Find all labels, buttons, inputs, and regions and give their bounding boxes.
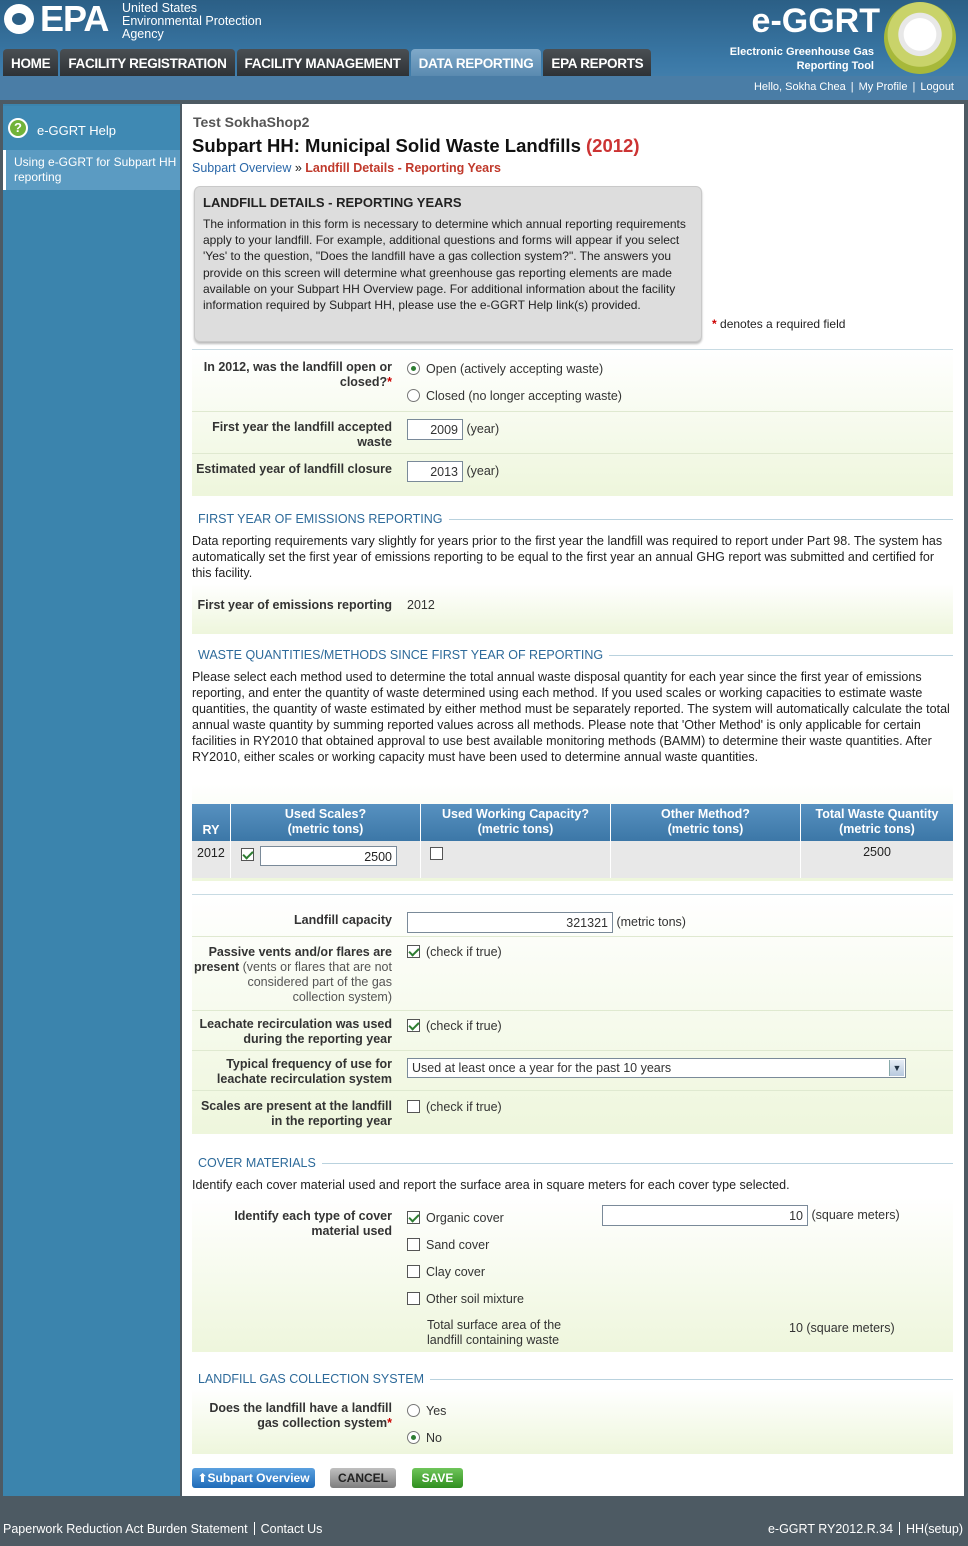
- first-year-input[interactable]: 2009: [407, 419, 463, 440]
- clay-cover-label: Clay cover: [426, 1265, 486, 1279]
- other-soil-checkbox[interactable]: [407, 1292, 420, 1305]
- th-working-capacity: [421, 804, 611, 841]
- cell-working-capacity: [421, 841, 611, 878]
- sidebar: [3, 104, 180, 1496]
- eggrt-sub-line: Reporting Tool: [796, 60, 874, 72]
- emissions-year-label: First year of emissions reporting: [197, 598, 392, 612]
- th-other-method-title: Other Method?: [661, 807, 750, 821]
- emissions-heading-text: FIRST YEAR OF EMISSIONS REPORTING: [192, 512, 449, 526]
- status-open-radio[interactable]: [407, 362, 420, 375]
- organic-cover-area: [602, 1205, 900, 1226]
- emissions-year-value: 2012: [407, 598, 435, 612]
- logout-link[interactable]: Logout: [920, 81, 954, 93]
- th-total-waste-unit: (metric tons): [839, 822, 915, 836]
- gas-no-label: No: [426, 1431, 442, 1445]
- help-header: [3, 106, 180, 150]
- egret-bird-icon: [884, 2, 956, 74]
- subpart-overview-label: Subpart Overview: [207, 1471, 310, 1485]
- clay-cover-option[interactable]: [407, 1265, 485, 1279]
- sand-cover-label: Sand cover: [426, 1238, 490, 1252]
- status-closed-label: Closed (no longer accepting waste): [426, 389, 622, 403]
- scales-row: [192, 1091, 953, 1135]
- passive-vents-hint: (check if true): [426, 945, 502, 959]
- user-links: Hello, Sokha Chea | My Profile | Logout: [753, 81, 954, 93]
- epa-logo[interactable]: [4, 2, 284, 42]
- used-scales-checkbox[interactable]: [241, 848, 254, 861]
- sidebar-help-link[interactable]: Using e-GGRT for Subpart HH reporting: [3, 150, 180, 190]
- organic-cover-unit: (square meters): [811, 1207, 900, 1222]
- leachate-row: [192, 1011, 953, 1051]
- waste-section-heading: [192, 648, 953, 662]
- cover-text: Identify each cover material used and report the surface area in square meters for each cover type selected.: [192, 1178, 790, 1192]
- frequency-row: [192, 1051, 953, 1091]
- other-soil-option[interactable]: [407, 1292, 524, 1306]
- eggrt-subtitle: [730, 45, 874, 73]
- leachate-control[interactable]: [407, 1019, 502, 1033]
- passive-vents-control[interactable]: [407, 945, 502, 959]
- eggrt-logo: [720, 2, 960, 74]
- capacity-input[interactable]: 321321: [407, 912, 613, 933]
- chevron-down-icon[interactable]: ▼: [889, 1060, 904, 1076]
- closure-year-input[interactable]: 2013: [407, 461, 463, 482]
- total-area-unit: (square meters): [806, 1321, 895, 1335]
- th-total-waste: [801, 804, 953, 841]
- landfill-details-panel: [192, 349, 953, 496]
- waste-heading-text: WASTE QUANTITIES/METHODS SINCE FIRST YEAR OF REPORTING: [192, 648, 609, 662]
- passive-vents-label-text: Passive vents and/or flares are present: [193, 945, 392, 974]
- breadcrumb-current: Landfill Details - Reporting Years: [305, 161, 501, 175]
- required-star: *: [387, 375, 392, 389]
- closure-year-label: Estimated year of landfill closure: [196, 462, 392, 476]
- help-label: e-GGRT Help: [37, 123, 116, 138]
- epa-globe-icon: [4, 4, 34, 34]
- organic-cover-input[interactable]: 10: [602, 1205, 808, 1226]
- status-open-label: Open (actively accepting waste): [426, 362, 604, 376]
- scales-control[interactable]: [407, 1100, 502, 1114]
- frequency-label: Typical frequency of use for leachate recirculation system: [216, 1057, 392, 1086]
- cover-panel: [192, 1197, 953, 1352]
- setup-text: HH(setup): [906, 1522, 963, 1536]
- gas-yes-label: Yes: [426, 1404, 447, 1418]
- tab-data-reporting[interactable]: DATA REPORTING: [411, 49, 542, 76]
- status-closed-radio[interactable]: [407, 389, 420, 402]
- tab-epa-reports[interactable]: EPA REPORTS: [543, 49, 651, 76]
- user-greeting: Hello, Sokha Chea: [753, 81, 846, 93]
- used-scales-input[interactable]: 2500: [260, 846, 397, 866]
- eggrt-sub-line: Electronic Greenhouse Gas: [729, 46, 874, 58]
- capacity-unit: (metric tons): [616, 914, 686, 929]
- scales-label: Scales are present at the landfill in the reporting year: [200, 1099, 392, 1128]
- facility-name: Test SokhaShop2: [193, 114, 310, 130]
- frequency-control: [407, 1058, 906, 1078]
- passive-vents-note: (vents or flares that are not considered part of the gas collection system): [242, 960, 392, 1004]
- first-year-unit: (year): [466, 421, 500, 436]
- th-used-scales: [231, 804, 421, 841]
- gas-label-text: Does the landfill have a landfill gas collection system: [209, 1401, 392, 1430]
- gas-no-option[interactable]: [407, 1431, 442, 1445]
- organic-cover-label: Organic cover: [426, 1211, 504, 1225]
- waste-quantity-table: [192, 804, 953, 878]
- passive-vents-row: [192, 937, 953, 1011]
- scales-hint: (check if true): [426, 1100, 502, 1114]
- cancel-button[interactable]: CANCEL: [330, 1468, 396, 1488]
- save-button[interactable]: SAVE: [412, 1468, 463, 1488]
- cell-total-waste: 2500: [801, 841, 953, 878]
- capacity-label: Landfill capacity: [294, 913, 392, 927]
- cell-used-scales: [231, 841, 421, 878]
- clay-cover-checkbox[interactable]: [407, 1265, 420, 1278]
- closure-year-row: [192, 454, 953, 496]
- version-text: e-GGRT RY2012.R.34: [767, 1522, 894, 1536]
- page-title-text: Subpart HH: Municipal Solid Waste Landfills: [192, 135, 581, 156]
- waste-text: Please select each method used to determine the total annual waste disposal quantity for each year since the first year of emissions reporting, and enter the quantity of waste determined using each method. If you used scales or working capacities to estimate waste quantities, the quantity of waste estimated by either method must be separately reported. The system will automatically calculate the total annual waste quantity by summing reported values across all methods. Please note that 'Other Method' is only applicable for certain facilities in RY2010 that obtained approval to use best available monitoring methods (BAMM) to determine their waste quantities. After RY2010, either scales or working capacity must have been used to determine annual waste quantities.: [192, 670, 950, 764]
- required-star: *: [712, 317, 717, 331]
- th-other-method: [611, 804, 801, 841]
- epa-sub-line: United States: [122, 1, 198, 15]
- th-other-method-unit: (metric tons): [667, 822, 744, 836]
- gas-yes-radio[interactable]: [407, 1404, 420, 1417]
- footer-version: [768, 1522, 963, 1536]
- gas-section-heading: [192, 1372, 953, 1386]
- cover-section-heading: [192, 1156, 953, 1170]
- gas-yes-option[interactable]: [407, 1404, 446, 1418]
- total-area-value: [789, 1321, 895, 1335]
- user-bar: [0, 76, 968, 100]
- gas-panel: [192, 1389, 953, 1454]
- page-title-year: (2012): [586, 135, 640, 156]
- th-working-capacity-unit: (metric tons): [477, 822, 554, 836]
- gas-label: [192, 1401, 392, 1431]
- capacity-control: [407, 912, 686, 933]
- breadcrumb: [192, 161, 501, 175]
- leachate-label: Leachate recirculation was used during the reporting year: [199, 1017, 392, 1046]
- total-area-label: Total surface area of the landfill containing waste: [427, 1318, 562, 1347]
- main-content: [182, 104, 964, 1496]
- emissions-section-heading: [192, 512, 953, 526]
- gas-no-radio[interactable]: [407, 1431, 420, 1444]
- footer: [0, 1510, 968, 1546]
- closure-year-control: [407, 461, 499, 482]
- sand-cover-option[interactable]: [407, 1238, 489, 1252]
- cell-ry: 2012: [192, 841, 231, 878]
- other-soil-label: Other soil mixture: [426, 1292, 524, 1306]
- closure-year-unit: (year): [466, 463, 500, 478]
- subpart-overview-button[interactable]: [192, 1468, 315, 1488]
- leachate-hint: (check if true): [426, 1019, 502, 1033]
- landfill-properties-panel: [192, 894, 953, 1134]
- passive-vents-label: [192, 945, 392, 1005]
- gas-heading-text: LANDFILL GAS COLLECTION SYSTEM: [192, 1372, 430, 1386]
- organic-cover-checkbox[interactable]: [407, 1211, 420, 1224]
- epa-logo-text: EPA: [40, 0, 109, 39]
- breadcrumb-separator: »: [294, 161, 302, 175]
- th-used-scales-unit: (metric tons): [287, 822, 364, 836]
- working-capacity-checkbox[interactable]: [430, 847, 443, 860]
- cover-label: Identify each type of cover material used: [234, 1209, 392, 1238]
- emissions-panel: [192, 584, 953, 634]
- required-field-note: [712, 317, 845, 331]
- frequency-selected-value: Used at least once a year for the past 10 years: [412, 1061, 672, 1075]
- cover-heading-text: COVER MATERIALS: [192, 1156, 322, 1170]
- required-note-text: denotes a required field: [720, 317, 846, 331]
- emissions-text: Data reporting requirements vary slightly for years prior to the first year the landfill was required to report under Part 98. The system has automatically set the first year of emissions reporting to be equal to the first year an annual GHG report was submitted and certified for this facility.: [192, 534, 943, 580]
- main-nav: [3, 49, 653, 76]
- tab-facility-registration[interactable]: FACILITY REGISTRATION: [60, 49, 234, 76]
- total-area-number: 10: [789, 1321, 803, 1335]
- eggrt-title: e-GGRT: [751, 2, 880, 40]
- info-box: [194, 186, 702, 342]
- paperwork-link[interactable]: Paperwork Reduction Act Burden Statement: [3, 1522, 248, 1536]
- frequency-select[interactable]: [407, 1058, 906, 1078]
- capacity-row: [192, 895, 953, 937]
- cell-other-method: [611, 841, 801, 878]
- status-row: [192, 350, 953, 412]
- status-open-option[interactable]: [407, 362, 603, 376]
- status-label-text: In 2012, was the landfill open or closed?: [203, 360, 392, 389]
- info-box-title: LANDFILL DETAILS - REPORTING YEARS: [203, 195, 462, 210]
- passive-vents-checkbox[interactable]: [407, 945, 420, 958]
- th-working-capacity-title: Used Working Capacity?: [441, 807, 590, 821]
- th-total-waste-title: Total Waste Quantity: [815, 807, 939, 821]
- contact-link[interactable]: Contact Us: [260, 1522, 323, 1536]
- epa-sub-line: Environmental Protection: [122, 14, 262, 28]
- info-box-text: The information in this form is necessary to determine which annual reporting requirements apply to your landfill. For example, additional questions and forms will appear if you select 'Yes' to the question, "Does the landfill have a gas collection system?". The answers you provide on this screen will determine what greenhouse gas reporting elements are made available on your Subpart HH Overview page. For additional information about the facility information required by Subpart HH, please use the e-GGRT Help link(s) provided.: [203, 217, 686, 313]
- my-profile-link[interactable]: My Profile: [858, 81, 908, 93]
- first-year-row: [192, 412, 953, 454]
- status-closed-option[interactable]: [407, 389, 622, 403]
- status-label: [192, 360, 392, 390]
- epa-sub-line: Agency: [122, 27, 164, 41]
- arrow-up-icon: ⬆: [197, 1471, 208, 1485]
- organic-cover-option[interactable]: [407, 1211, 504, 1225]
- breadcrumb-subpart-overview[interactable]: Subpart Overview: [192, 161, 292, 175]
- epa-agency-name: [122, 2, 262, 41]
- page-title: [192, 135, 640, 157]
- tab-facility-management[interactable]: FACILITY MANAGEMENT: [237, 49, 409, 76]
- tab-home[interactable]: HOME: [3, 49, 58, 76]
- th-ry: RY: [192, 804, 231, 841]
- sand-cover-checkbox[interactable]: [407, 1238, 420, 1251]
- leachate-checkbox[interactable]: [407, 1019, 420, 1032]
- scales-checkbox[interactable]: [407, 1100, 420, 1113]
- first-year-control: [407, 419, 499, 440]
- th-used-scales-title: Used Scales?: [284, 807, 367, 821]
- first-year-label: First year the landfill accepted waste: [212, 420, 392, 449]
- required-star: *: [387, 1416, 392, 1430]
- footer-links: [3, 1522, 322, 1536]
- help-question-icon: ?: [8, 118, 28, 138]
